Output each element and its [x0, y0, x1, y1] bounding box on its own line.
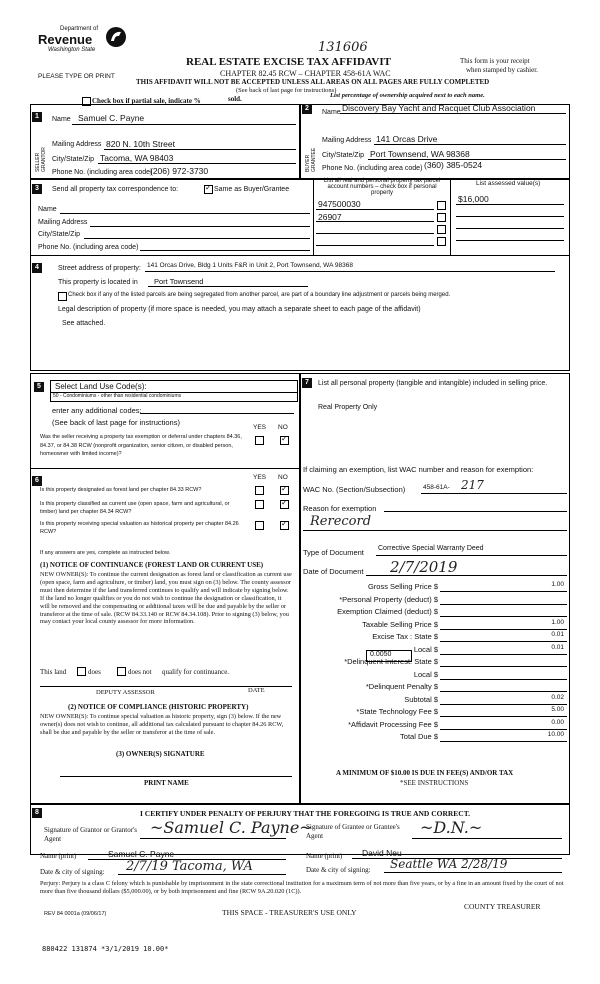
continuance-title: (1) NOTICE OF CONTINUANCE (FOREST LAND OR CURRENT USE): [40, 561, 264, 569]
assessed-1[interactable]: $16,000: [458, 194, 489, 204]
s6-answers-yes: If any answers are yes, complete as instructed below.: [40, 550, 171, 556]
treasurer-label: THIS SPACE - TREASURER'S USE ONLY: [222, 908, 357, 917]
seller-phone[interactable]: (206) 972-3730: [150, 166, 209, 176]
form-title: REAL ESTATE EXCISE TAX AFFIDAVIT: [186, 56, 391, 68]
wac-value[interactable]: 458-61A-: [423, 484, 450, 491]
grantee-name-label: Name (print): [306, 852, 343, 860]
calc-value[interactable]: 1.00: [551, 618, 564, 626]
buyer-name-label: Name: [322, 109, 341, 116]
legal-value[interactable]: See attached.: [62, 320, 106, 327]
perjury-note: Perjury: Perjury is a class C felony which is punishable by imprisonment in the state correctional institution for a maximum term of not more than five years, or by a fine in an amount fixed by the court of not more than five thousand dollars ($5,000.00), or by both imprisonment and fine (RCW 9A.20.020 (1C)).: [40, 880, 564, 895]
grantee-date-city[interactable]: Seattle WA 2/28/19: [390, 857, 508, 871]
section-8-number: 8: [32, 808, 42, 818]
section-4-number: 4: [32, 263, 42, 273]
buyer-address-label: Mailing Address: [322, 137, 372, 144]
buyer-name[interactable]: Discovery Bay Yacht and Racquet Club Association: [342, 103, 536, 113]
seller-name-label: Name: [52, 116, 71, 123]
s6-q2-yes[interactable]: [255, 500, 264, 509]
calc-value[interactable]: 10.00: [547, 731, 564, 738]
s6-q1-no[interactable]: [280, 486, 289, 495]
s6-q1-yes[interactable]: [255, 486, 264, 495]
continuance-text: NEW OWNER(S): To continue the current designation as forest land or classification as current use (open space, farm and agriculture, or timber) land, you must sign on (3) below. The county assessor must then determine if the land transferred continues to qualify and will indicate by signing below. If the land no longer qualifies or you do not wish to continue the designation or classification, it will be removed and the compensating or additional taxes will be due and payable by the seller or transferor at the time of sale. (RCW 84.33.140 or RCW 84.34.108). Prior to signing (3) below, you may contact your local county assessor for more information.: [40, 571, 292, 626]
legal-label: Legal description of property (if more space is needed, you may attach a separate sheet to each page of the affidavit): [58, 306, 421, 313]
form-warning: THIS AFFIDAVIT WILL NOT BE ACCEPTED UNLESS ALL AREAS ON ALL PAGES ARE FULLY COMPLETED: [136, 78, 490, 86]
grantee-date-city-label: Date & city of signing:: [306, 866, 371, 874]
personal-property-value[interactable]: Real Property Only: [318, 404, 378, 411]
s5-see-back: (See back of last page for instructions): [52, 418, 180, 427]
grantor-name[interactable]: Samuel C. Payne: [108, 849, 175, 859]
sold-label: sold.: [228, 95, 242, 103]
section-1-number: 1: [32, 112, 42, 122]
logo-state: Washington State: [48, 47, 96, 53]
calc-value[interactable]: 5.00: [551, 706, 564, 713]
s5-no: NO: [278, 424, 288, 431]
street-value[interactable]: 141 Orcas Drive, Bldg 1 Units F&R in Unit 2, Port Townsend, WA 98368: [147, 262, 353, 269]
personal-property-checkbox-1[interactable]: [437, 201, 446, 210]
section-3-number: 3: [32, 184, 42, 194]
grantee-signature[interactable]: ~D.N.~: [420, 818, 483, 837]
local-rate[interactable]: 0.0050: [370, 651, 392, 658]
s5-yes: YES: [253, 424, 267, 431]
personal-property-checkbox-4[interactable]: [437, 237, 446, 246]
segregated-checkbox[interactable]: [58, 292, 67, 301]
s6-q3-yes[interactable]: [255, 521, 264, 530]
s5-yes-checkbox[interactable]: [255, 436, 264, 445]
calc-label: Taxable Selling Price $: [362, 619, 438, 629]
seller-side-label: SELLER GRANTOR: [35, 147, 47, 172]
s6-q3-no[interactable]: [280, 521, 289, 530]
s3-name-label: Name: [38, 206, 57, 213]
calc-value[interactable]: 0.00: [551, 718, 564, 726]
calc-label: Total Due $: [400, 732, 438, 741]
sig-grantee-label: Signature of Grantee or Grantee's Agent: [306, 823, 400, 840]
section-6-number: 6: [32, 476, 42, 486]
send-correspondence-label: Send all property tax correspondence to:: [52, 186, 179, 193]
calc-label: Gross Selling Price $: [367, 582, 438, 591]
grantor-date-city[interactable]: 2/7/19 Tacoma, WA: [126, 859, 253, 874]
buyer-side-label: BUYER GRANTEE: [305, 147, 317, 172]
land-does-label: does: [88, 668, 101, 676]
calc-value[interactable]: 1.00: [551, 581, 564, 588]
same-as-buyer-checkbox[interactable]: [204, 185, 213, 194]
sig-grantor-label: Signature of Grantor or Grantor's Agent: [44, 826, 138, 843]
same-as-buyer-label: Same as Buyer/Grantee: [214, 186, 290, 193]
deputy-date-label: DATE: [248, 687, 265, 694]
section-2-number: 2: [302, 104, 312, 114]
land-use-title: Select Land Use Code(s):: [55, 382, 147, 391]
personal-property-label: List all personal property (tangible and intangible) included in selling price.: [318, 380, 548, 387]
county-treasurer-label: COUNTY TREASURER: [464, 902, 541, 911]
seller-address[interactable]: 820 N. 10th Street: [106, 139, 175, 149]
logo-mark-icon: [104, 26, 128, 48]
s3-phone-label: Phone No. (including area code): [38, 244, 139, 251]
wac-label: WAC No. (Section/Subsection): [303, 485, 406, 494]
s3-city-label: City/State/Zip: [38, 231, 81, 238]
logo-name: Revenue: [38, 32, 93, 47]
reason-value[interactable]: Rerecord: [310, 514, 372, 529]
section-5-number: 5: [34, 382, 44, 392]
compliance-title: (2) NOTICE OF COMPLIANCE (HISTORIC PROPERTY): [68, 703, 249, 711]
located-value[interactable]: Port Townsend: [154, 277, 204, 286]
grantor-date-city-label: Date & city of signing:: [40, 868, 105, 876]
personal-property-checkbox-3[interactable]: [437, 225, 446, 234]
print-name-label: PRINT NAME: [144, 779, 189, 787]
certify-statement: I CERTIFY UNDER PENALTY OF PERJURY THAT THE FOREGOING IS TRUE AND CORRECT.: [140, 809, 471, 818]
seller-name[interactable]: Samuel C. Payne: [78, 113, 145, 123]
see-instructions: *SEE INSTRUCTIONS: [400, 779, 469, 787]
parcel-header: List all real and personal property tax parcel account numbers – check box if personal property: [323, 178, 441, 196]
doc-date-value[interactable]: 2/7/2019: [390, 558, 458, 576]
calc-value[interactable]: 0.01: [551, 643, 564, 651]
grantor-signature[interactable]: ~Samuel C. Payne~: [150, 818, 313, 837]
street-label: Street address of property:: [58, 265, 141, 272]
calc-label: *State Technology Fee $: [356, 707, 438, 716]
land-does-not-checkbox[interactable]: [117, 667, 126, 676]
assessed-header: List assessed value(s): [476, 180, 541, 187]
s6-q2: Is this property classified as current use (open space, farm and agricultural, or timber) land per chapter 84.34 RCW?: [40, 501, 230, 515]
land-does-not-label: does not: [128, 668, 152, 676]
list-percentage-label: List percentage of ownership acquired next to each name.: [330, 92, 485, 99]
calc-label: Exemption Claimed (deduct) $: [337, 607, 438, 616]
doc-date-label: Date of Document: [303, 567, 364, 576]
exemption-label: If claiming an exemption, list WAC number and reason for exemption:: [303, 465, 534, 474]
land-does-checkbox[interactable]: [77, 667, 86, 676]
calc-label: Local $: [413, 644, 438, 654]
s6-no: NO: [278, 474, 288, 481]
s3-address-label: Mailing Address: [38, 219, 88, 226]
section-7-number: 7: [302, 378, 312, 388]
calc-label: Local $: [413, 669, 438, 679]
parcel-2[interactable]: 26907: [318, 212, 342, 222]
this-land-label: This land: [40, 668, 67, 676]
located-label: This property is located in: [58, 279, 138, 286]
deputy-assessor-label: DEPUTY ASSESSOR: [96, 689, 155, 696]
s5-question: Was the seller receiving a property tax exemption or deferral under chapters 84.36, 84.37, or 84.38 RCW (nonprofit organization, senior citizen, or disabled person, homeowner with limited income)?: [40, 434, 242, 457]
buyer-phone[interactable]: (360) 385-0524: [424, 160, 483, 170]
calc-label: Subtotal $: [404, 694, 438, 704]
s6-q1: Is this property designated as forest land per chapter 84.33 RCW?: [40, 487, 202, 493]
s6-yes: YES: [253, 474, 267, 481]
wac-handwritten[interactable]: 217: [461, 478, 484, 492]
form-chapter: CHAPTER 82.45 RCW – CHAPTER 458-61A WAC: [220, 69, 391, 78]
seller-city-label: City/State/Zip: [52, 156, 95, 163]
partial-sale-label: Check box if partial sale, indicate %: [92, 97, 201, 105]
compliance-text: NEW OWNER(S): To continue special valuation as historic property, sign (3) below. If the new owner(s) does not wish to continue, all additional tax calculated pursuant to chapter 84.26 RCW, shall be due and payable by the seller or transferor at the time of sale.: [40, 713, 284, 736]
seller-city[interactable]: Tacoma, WA 98403: [100, 153, 174, 163]
doc-type-label: Type of Document: [303, 548, 364, 557]
personal-property-checkbox-2[interactable]: [437, 213, 446, 222]
calc-value[interactable]: 0.01: [551, 631, 564, 638]
segregated-label: Check box if any of the listed parcels are being segregated from another parcel, are part of a boundary line adjustment or parcels being merged.: [68, 292, 451, 298]
calc-label: Excise Tax : State $: [372, 632, 438, 641]
calc-label: *Affidavit Processing Fee $: [348, 719, 438, 729]
receipt-note: This form is your receipt: [460, 57, 530, 65]
buyer-phone-label: Phone No. (including area code): [322, 165, 423, 172]
qualify-label: qualify for continuance.: [162, 668, 230, 676]
please-type: PLEASE TYPE OR PRINT: [38, 73, 115, 80]
revision-label: REV 84 0001a (09/06/17): [44, 911, 107, 917]
calc-label: *Delinquent Interest: State $: [344, 657, 438, 666]
calc-label: *Personal Property (deduct) $: [339, 594, 438, 604]
seller-phone-label: Phone No. (including area code): [52, 169, 153, 176]
buyer-city[interactable]: Port Townsend, WA 98368: [370, 149, 470, 159]
s6-q3: Is this property receiving special valuation as historical property per chapter 84.26 RCW?: [40, 521, 239, 535]
s6-q2-no[interactable]: [280, 500, 289, 509]
calc-value[interactable]: 0.02: [551, 693, 564, 701]
minimum-note: A MINIMUM OF $10.00 IS DUE IN FEE(S) AND/OR TAX: [336, 769, 514, 777]
calc-label: *Delinquent Penalty $: [365, 682, 438, 691]
buyer-address[interactable]: 141 Orcas Drive: [376, 134, 438, 144]
revenue-logo: [38, 26, 128, 66]
cashier-stamp: 880422 131874 *3/1/2019 10.00*: [42, 945, 169, 953]
additional-codes-label: enter any additional codes:: [52, 406, 142, 415]
parcel-1[interactable]: 947500030: [318, 199, 361, 209]
land-use-code[interactable]: 50 - Condominiums - other than residential condominiums: [53, 393, 182, 399]
seller-address-label: Mailing Address: [52, 141, 102, 148]
s5-no-checkbox[interactable]: [280, 436, 289, 445]
buyer-city-label: City/State/Zip: [322, 152, 365, 159]
form-see-back: (See back of last page for instructions): [236, 87, 337, 94]
grantor-name-label: Name (print): [40, 852, 77, 860]
owner-signature-label: (3) OWNER(S) SIGNATURE: [116, 750, 205, 758]
receipt-note-2: when stamped by cashier.: [466, 66, 538, 74]
grantee-name[interactable]: David Neu: [362, 848, 402, 858]
handwritten-number: 131606: [318, 40, 368, 55]
logo-dept: Department of: [60, 26, 99, 32]
doc-type-value[interactable]: Corrective Special Warranty Deed: [378, 545, 484, 552]
reason-label: Reason for exemption: [303, 504, 377, 513]
section-4-box: [30, 255, 570, 371]
